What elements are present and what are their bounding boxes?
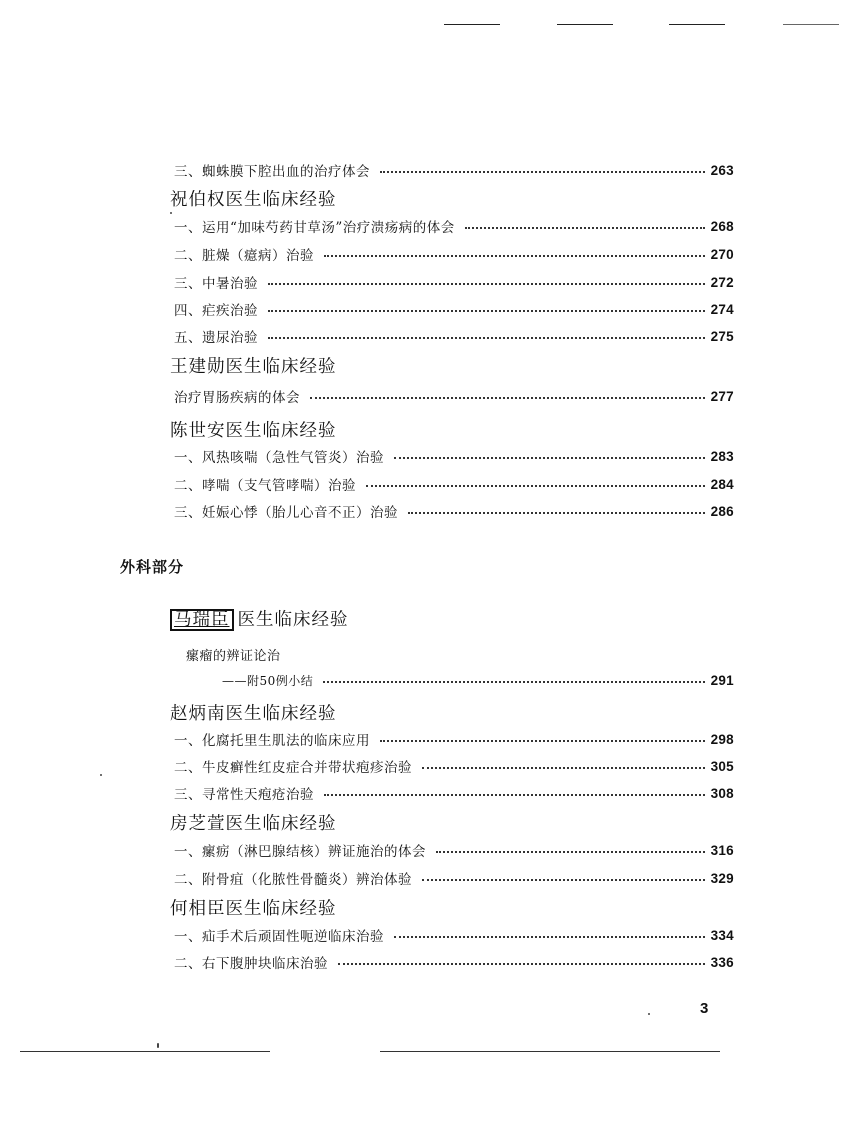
entry-page: 277 <box>710 388 734 404</box>
entry-title: 三、蜘蛛膜下腔出血的治疗体会 <box>174 164 370 180</box>
toc-entry[interactable] <box>174 925 734 945</box>
entry-page: 298 <box>710 731 734 747</box>
entry-page: 268 <box>710 218 734 234</box>
dot-leader <box>380 171 705 173</box>
toc-entry[interactable] <box>174 474 734 494</box>
entry-title: 治疗胃肠疾病的体会 <box>174 390 300 406</box>
toc-entry[interactable] <box>174 244 734 264</box>
toc-entry[interactable] <box>174 783 734 803</box>
dot-leader <box>268 310 705 312</box>
top-rule <box>444 24 500 25</box>
heading-rest: 医生临床经验 <box>237 610 349 630</box>
entry-page: 263 <box>710 162 734 178</box>
top-rule <box>669 24 725 25</box>
entry-page: 316 <box>710 842 734 858</box>
dot-leader <box>436 851 705 853</box>
section-title: 外科部分 <box>120 558 185 576</box>
entry-title: 二、脏燥（癔病）治验 <box>174 248 314 264</box>
toc-entry[interactable] <box>174 299 734 319</box>
toc-entry[interactable] <box>222 670 734 690</box>
entry-page: 336 <box>710 954 734 970</box>
entry-page: 270 <box>710 246 734 262</box>
bottom-rule <box>380 1051 720 1052</box>
toc-entry[interactable] <box>174 160 734 180</box>
entry-page: 334 <box>710 927 734 943</box>
dot-leader <box>422 879 705 881</box>
entry-title: 二、右下腹肿块临床治验 <box>174 956 328 972</box>
dot-leader <box>268 337 705 339</box>
entry-title: 三、寻常性天疱疮治验 <box>174 787 314 803</box>
toc-entry[interactable] <box>174 386 734 406</box>
toc-entry[interactable] <box>174 729 734 749</box>
toc-entry[interactable] <box>174 501 734 521</box>
dot-leader <box>268 283 705 285</box>
entry-title: 二、牛皮癣性红皮症合并带状疱疹治验 <box>174 760 412 776</box>
doctor-heading: 王建勋医生临床经验 <box>170 357 337 377</box>
doctor-heading: 祝伯权医生临床经验 <box>170 190 337 210</box>
dot-leader <box>422 767 705 769</box>
doctor-heading: 何相臣医生临床经验 <box>170 899 337 919</box>
top-rule <box>783 24 839 25</box>
boxed-doctor-name: 马瑞臣 <box>170 609 234 631</box>
entry-page: 308 <box>710 785 734 801</box>
top-rule <box>557 24 613 25</box>
scan-speck <box>170 212 172 214</box>
dot-leader <box>338 963 705 965</box>
entry-page: 284 <box>710 476 734 492</box>
entry-title: 一、运用“加味芍药甘草汤”治疗溃疡病的体会 <box>174 220 455 236</box>
entry-page: 286 <box>710 503 734 519</box>
scan-speck <box>100 774 102 776</box>
entry-title: 三、妊娠心悸（胎儿心音不正）治验 <box>174 505 398 521</box>
dot-leader <box>394 936 705 938</box>
toc-entry[interactable] <box>174 326 734 346</box>
entry-page: 275 <box>710 328 734 344</box>
dot-leader <box>323 681 704 683</box>
entry-title: 三、中暑治验 <box>174 276 258 292</box>
dot-leader <box>380 740 705 742</box>
entry-title: 一、风热咳喘（急性气管炎）治验 <box>174 450 384 466</box>
dot-leader <box>310 397 705 399</box>
toc-entry[interactable] <box>174 840 734 860</box>
entry-title: 四、疟疾治验 <box>174 303 258 319</box>
entry-title: 二、哮喘（支气管哮喘）治验 <box>174 478 356 494</box>
scan-speck <box>157 1043 159 1048</box>
toc-entry[interactable] <box>174 756 734 776</box>
entry-page: 272 <box>710 274 734 290</box>
entry-page: 305 <box>710 758 734 774</box>
doctor-heading: 赵炳南医生临床经验 <box>170 704 337 724</box>
entry-page: 329 <box>710 870 734 886</box>
doctor-heading: 房芝萱医生临床经验 <box>170 814 337 834</box>
entry-page: 291 <box>710 672 734 688</box>
bottom-rule <box>20 1051 270 1052</box>
dot-leader <box>394 457 705 459</box>
dot-leader <box>324 794 705 796</box>
dot-leader <box>408 512 705 514</box>
entry-subtitle: ——附50例小结 <box>222 673 314 688</box>
entry-title: 一、瘰疬（淋巴腺结核）辨证施治的体会 <box>174 844 426 860</box>
entry-page: 283 <box>710 448 734 464</box>
toc-entry[interactable] <box>174 272 734 292</box>
entry-page: 274 <box>710 301 734 317</box>
entry-title: 五、遗尿治验 <box>174 330 258 346</box>
toc-entry[interactable] <box>174 952 734 972</box>
dot-leader <box>465 227 705 229</box>
entry-title: 二、附骨疽（化脓性骨髓炎）辨治体验 <box>174 872 412 888</box>
doctor-heading: 陈世安医生临床经验 <box>170 421 337 441</box>
toc-entry[interactable] <box>174 216 734 236</box>
page-number: 3 <box>700 1000 709 1017</box>
entry-title: 瘰瘤的辨证论治 <box>186 649 281 664</box>
doctor-heading <box>170 606 349 631</box>
toc-entry[interactable] <box>174 868 734 888</box>
entry-title: 一、化腐托里生肌法的临床应用 <box>174 733 370 749</box>
dot-leader <box>324 255 705 257</box>
toc-entry[interactable] <box>174 446 734 466</box>
entry-title: 一、疝手术后顽固性呃逆临床治验 <box>174 929 384 945</box>
dot-leader <box>366 485 705 487</box>
scan-speck <box>648 1013 650 1015</box>
